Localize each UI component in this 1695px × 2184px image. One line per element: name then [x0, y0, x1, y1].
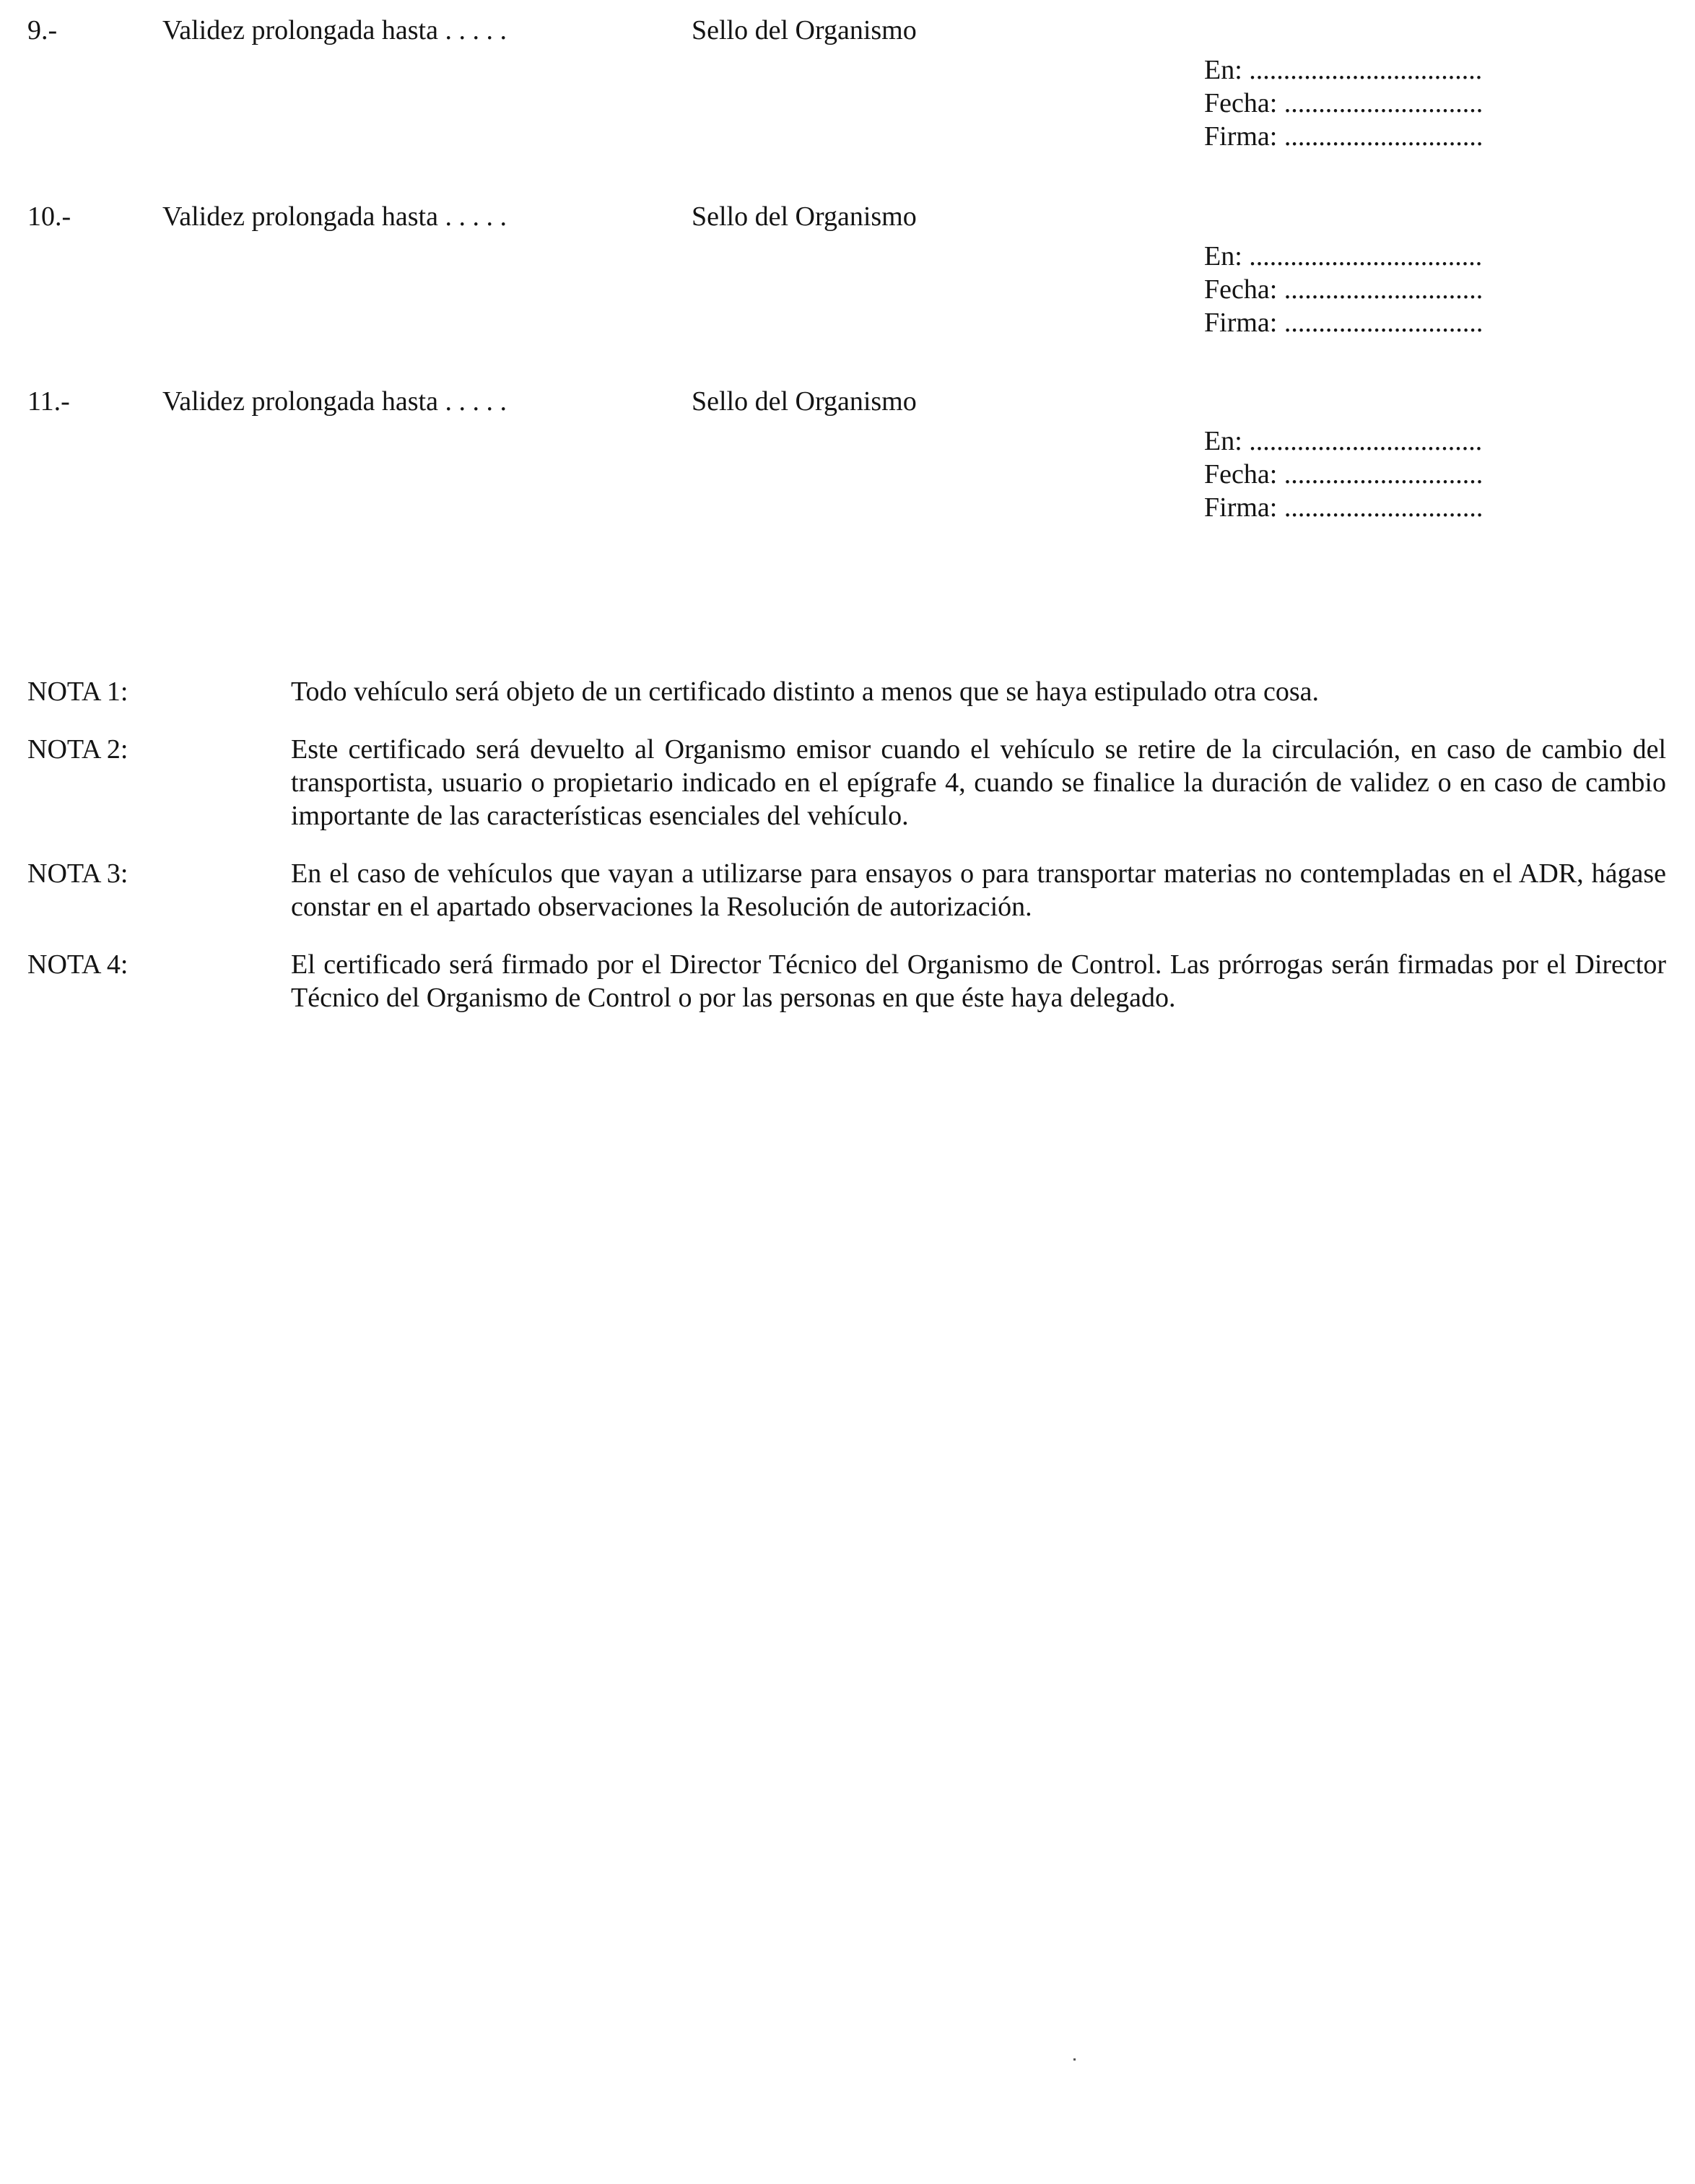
signature-fields — [1204, 240, 1666, 339]
scan-speck — [1073, 2058, 1076, 2061]
extension-number: 11.- — [27, 386, 70, 417]
note-text: El certificado será firmado por el Director Técnico del Organismo de Control. Las prórrogas serán firmadas por el Director Técnico del Organismo de Control o por las personas en que éste haya delegado. — [291, 949, 1666, 1013]
note-1 — [0, 675, 1695, 708]
note-text: En el caso de vehículos que vayan a utilizarse para ensayos o para transportar materias no contempladas en el ADR, hágase constar en el apartado observaciones la Resolución de autorización. — [291, 858, 1666, 922]
notes-section — [0, 675, 1695, 1039]
note-3 — [0, 857, 1695, 923]
signature-fields — [1204, 425, 1666, 524]
extension-block-11 — [0, 386, 1695, 559]
validity-label: Validez prolongada hasta . . . . . — [162, 201, 507, 232]
signature-fields — [1204, 53, 1666, 153]
seal-label: Sello del Organismo — [692, 386, 917, 417]
seal-label: Sello del Organismo — [692, 201, 917, 232]
place-line: En: .................................. — [1204, 241, 1483, 271]
note-label: NOTA 3: — [27, 858, 128, 889]
date-line: Fecha: ............................. — [1204, 459, 1483, 490]
validity-label: Validez prolongada hasta . . . . . — [162, 386, 507, 417]
place-line: En: .................................. — [1204, 426, 1483, 456]
note-2 — [0, 733, 1695, 832]
note-text: Este certificado será devuelto al Organismo emisor cuando el vehículo se retire de la circulación, en caso de cambio del transportista, usuario o propietario indicado en el epígrafe 4, cuando se finalice la duración de validez o en caso de cambio importante de las características esenciales del vehículo. — [291, 734, 1666, 831]
note-label: NOTA 1: — [27, 676, 128, 707]
note-label: NOTA 2: — [27, 734, 128, 765]
extension-block-9 — [0, 14, 1695, 188]
note-label: NOTA 4: — [27, 949, 128, 980]
place-line: En: .................................. — [1204, 55, 1483, 85]
extension-number: 9.- — [27, 15, 58, 45]
date-line: Fecha: ............................. — [1204, 88, 1483, 118]
note-4 — [0, 948, 1695, 1014]
extension-block-10 — [0, 201, 1695, 374]
validity-label: Validez prolongada hasta . . . . . — [162, 15, 507, 45]
date-line: Fecha: ............................. — [1204, 274, 1483, 305]
extension-number: 10.- — [27, 201, 71, 232]
seal-label: Sello del Organismo — [692, 15, 917, 45]
signature-line: Firma: ............................. — [1204, 121, 1483, 152]
signature-line: Firma: ............................. — [1204, 308, 1483, 338]
note-text: Todo vehículo será objeto de un certificado distinto a menos que se haya estipulado otra cosa. — [291, 676, 1320, 707]
signature-line: Firma: ............................. — [1204, 492, 1483, 523]
